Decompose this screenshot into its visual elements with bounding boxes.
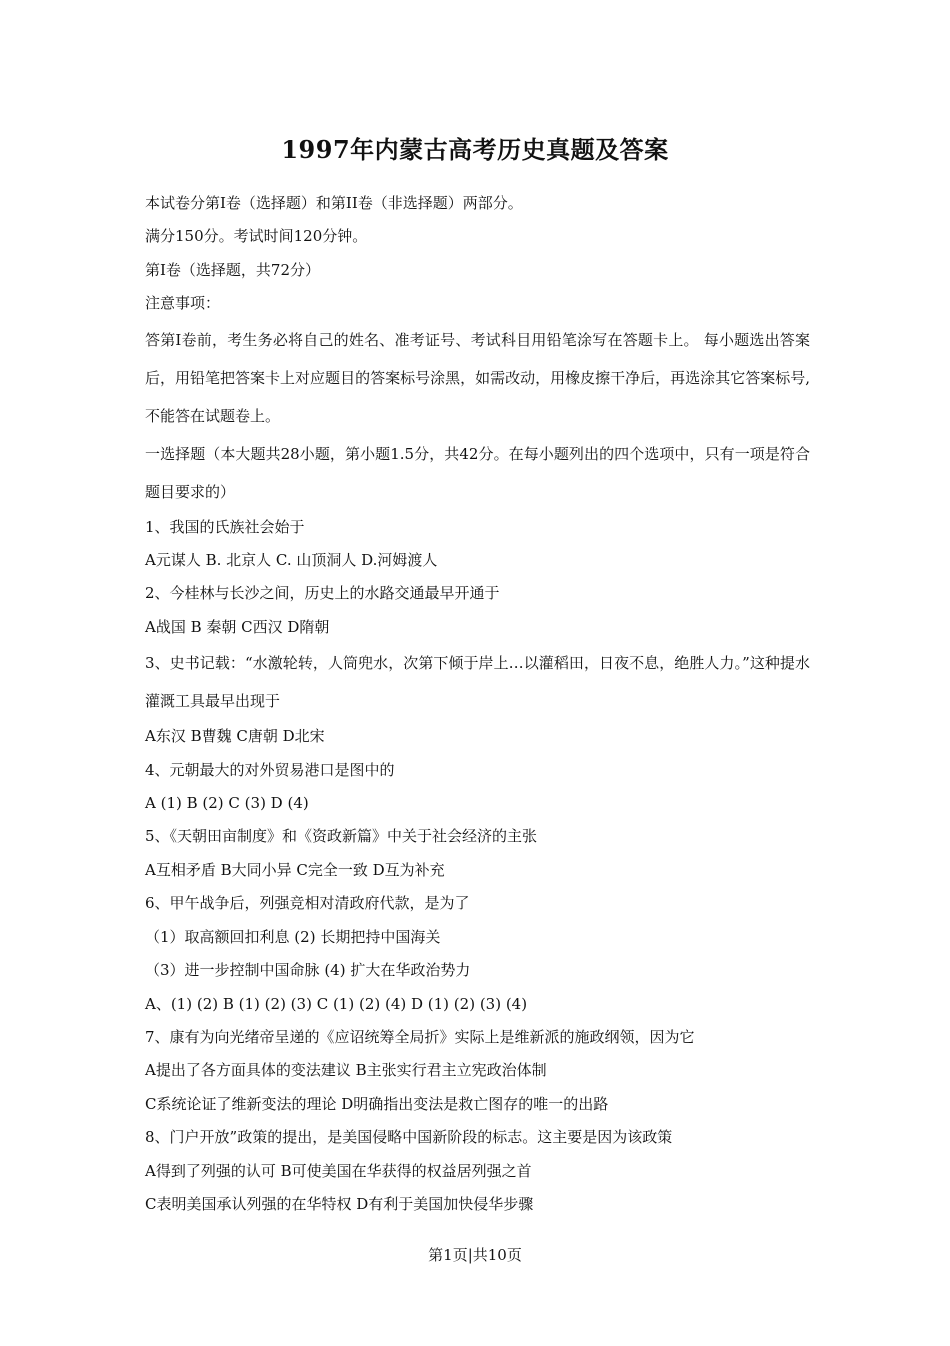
question-line: （3）进一步控制中国命脉 (4) 扩大在华政治势力 <box>145 961 471 980</box>
page-title: 1997年内蒙古高考历史真题及答案 <box>281 135 669 164</box>
question-line: A、(1) (2) B (1) (2) (3) C (1) (2) (4) D (1) (2) (3) (4) <box>145 994 528 1013</box>
question-line: 5、《天朝田亩制度》和《资政新篇》中关于社会经济的主张 <box>145 827 538 846</box>
question-line: C表明美国承认列强的在华特权 D有利于美国加快侵华步骤 <box>145 1194 534 1213</box>
intro-line: 注意事项： <box>145 294 221 313</box>
intro-line: 第I卷（选择题，共72分） <box>145 260 321 279</box>
question-line: C系统论证了维新变法的理论 D明确指出变法是救亡图存的唯一的出路 <box>145 1094 609 1113</box>
page-content <box>145 187 810 1221</box>
intro-line: 满分150分。考试时间120分钟。 <box>145 227 368 246</box>
section-intro: 一选择题（本大题共28小题，第小题1.5分，共42分。在每小题列出的四个选项中，只有一项是符合题目要求的） <box>145 444 810 501</box>
question-line: A得到了列强的认可 B可使美国在华获得的权益居列强之首 <box>145 1161 532 1180</box>
question-line: A战国 B 秦朝 C西汉 D隋朝 <box>145 617 330 636</box>
notice-paragraph: 答第I卷前，考生务必将自己的姓名、准考证号、考试科目用铅笔涂写在答题卡上。 每小题选出答案后，用铅笔把答案卡上对应题目的答案标号涂黑，如需改动，用橡皮擦干净后，再选涂其它答案标号,不能答在试题卷上。 <box>145 330 810 425</box>
question-line: A提出了各方面具体的变法建议 B主张实行君主立宪政治体制 <box>145 1061 547 1080</box>
question-line: 6、甲午战争后，列强竞相对清政府代款，是为了 <box>145 894 470 913</box>
question-line: （1）取高额回扣利息 (2) 长期把持中国海关 <box>145 927 441 946</box>
question-line: 1、我国的氏族社会始于 <box>145 517 305 536</box>
question-line: 2、今桂林与长沙之间，历史上的水路交通最早开通于 <box>145 584 500 603</box>
question-line: A互相矛盾 B大同小异 C完全一致 D互为补充 <box>145 860 445 879</box>
question-line: 4、元朝最大的对外贸易港口是图中的 <box>145 760 395 779</box>
question-line: A (1) B (2) C (3) D (4) <box>145 794 309 813</box>
question-line: A元谋人 B. 北京人 C. 山顶洞人 D.河姆渡人 <box>145 551 438 570</box>
question-line: 8、门户开放”政策的提出，是美国侵略中国新阶段的标志。这主要是因为该政策 <box>145 1128 673 1147</box>
intro-line: 本试卷分第I卷（选择题）和第II卷（非选择题）两部分。 <box>145 194 523 212</box>
question-3-text: 3、史书记载：“水激轮转，人筒兜水，次第下倾于岸上…以灌稻田，日夜不息，绝胜人力。”这种提水灌溉工具最早出现于 <box>145 654 810 711</box>
question-line: A东汉 B曹魏 C唐朝 D北宋 <box>145 727 325 746</box>
page-footer: 第1页|共10页 <box>428 1246 522 1264</box>
question-line: 7、康有为向光绪帝呈递的《应诏统筹全局折》实际上是维新派的施政纲领，因为它 <box>145 1027 695 1046</box>
